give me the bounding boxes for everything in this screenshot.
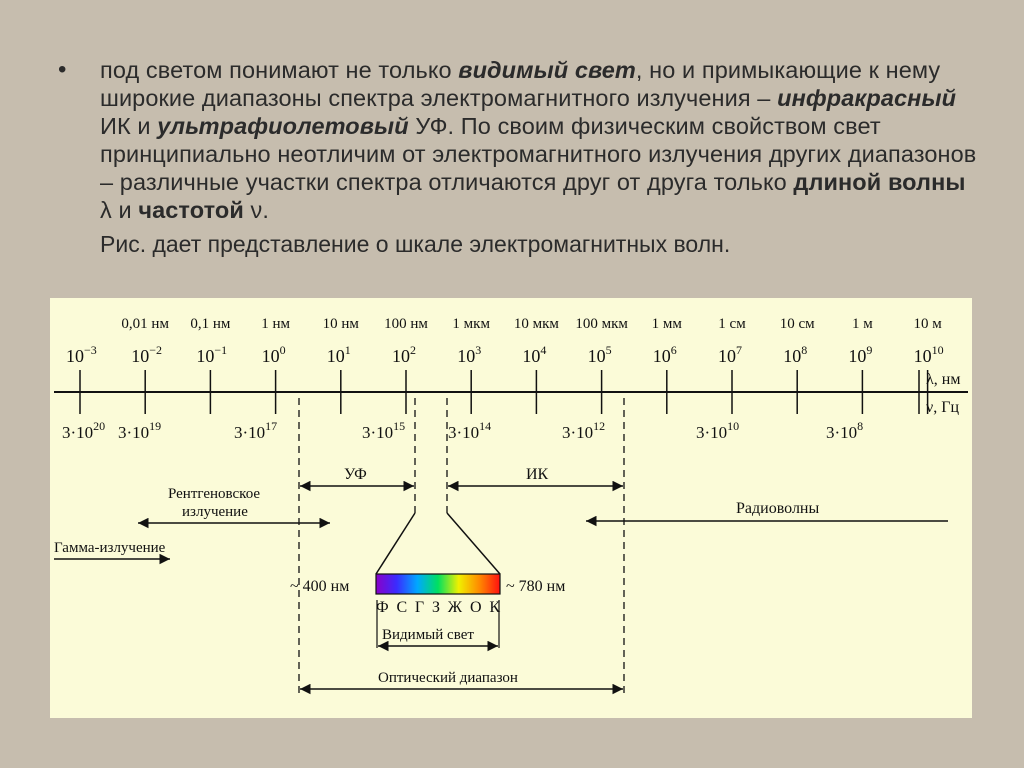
visible-funnel-left — [376, 513, 415, 574]
frequency-label — [62, 419, 105, 442]
power-exponent: −2 — [149, 343, 162, 357]
spectrum-scale-svg — [50, 298, 972, 718]
lambda-axis-label: λ, нм — [926, 371, 961, 388]
frequency-base: 3·10 — [234, 423, 266, 442]
paragraph-segment: λ и — [100, 197, 139, 223]
color-letters: Ф С Г З Ж О К — [376, 599, 500, 616]
paragraph-segment: , но и примыкающие к нему широкие диапазоны спектра электромагнитного излучения – — [100, 57, 941, 111]
paragraph-segment: ИК и — [100, 113, 158, 139]
wavelength-power-label — [457, 343, 481, 366]
power-exponent: 4 — [540, 343, 547, 357]
power-exponent: 3 — [475, 343, 482, 357]
power-base: 10 — [718, 346, 736, 366]
wavelength-unit-label: 10 см — [779, 316, 815, 332]
slide-text — [58, 56, 988, 258]
wavelength-unit-label: 1 м — [852, 316, 873, 332]
wavelength-power-label — [196, 343, 227, 366]
nm400-label: ~ 400 нм — [290, 578, 350, 595]
wavelength-power-label — [588, 343, 612, 366]
frequency-labels — [62, 419, 863, 442]
wavelength-power-label — [262, 343, 286, 366]
nm780-label: ~ 780 нм — [506, 578, 566, 595]
frequency-base: 3·10 — [62, 423, 94, 442]
paragraph-segment: инфракрасный — [777, 85, 957, 111]
frequency-exponent: 14 — [479, 419, 492, 433]
wavelength-unit-labels — [121, 316, 942, 332]
power-base: 10 — [913, 346, 932, 366]
wavelength-power-label — [522, 343, 546, 366]
power-base: 10 — [587, 346, 606, 366]
power-base: 10 — [131, 346, 150, 366]
power-base: 10 — [196, 346, 215, 366]
frequency-exponent: 17 — [265, 419, 278, 433]
paragraph-segment: под светом понимают не только — [100, 57, 459, 83]
power-exponent: −3 — [84, 343, 97, 357]
bullet-paragraph — [58, 56, 988, 224]
wavelength-unit-label: 10 нм — [322, 316, 359, 332]
wavelength-unit-label: 100 нм — [384, 316, 428, 332]
frequency-label — [562, 419, 605, 442]
power-exponent: 8 — [801, 343, 808, 357]
paragraph-segment: ультрафиолетовый — [157, 113, 409, 139]
wavelength-unit-label: 1 см — [718, 316, 746, 332]
power-base: 10 — [522, 346, 541, 366]
frequency-label — [234, 419, 277, 442]
power-base: 10 — [66, 346, 84, 366]
nu-axis-label: ν, Гц — [926, 399, 960, 416]
wavelength-power-label — [914, 343, 944, 366]
radio-label: Радиоволны — [736, 500, 820, 517]
wavelength-power-label — [783, 343, 807, 366]
paragraph-text — [100, 56, 980, 224]
wavelength-unit-label: 0,01 нм — [121, 316, 169, 332]
power-exponent: 5 — [605, 343, 612, 357]
visible-funnel-right — [447, 513, 500, 574]
wavelength-power-label — [66, 343, 97, 366]
wavelength-unit-label: 100 мкм — [575, 316, 628, 332]
power-base: 10 — [261, 346, 280, 366]
uv-label: УФ — [344, 466, 367, 483]
wavelength-unit-label: 10 мкм — [513, 316, 559, 332]
paragraph-segment: ν. — [243, 197, 270, 223]
visible-spectrum-bar — [376, 574, 500, 594]
paragraph-segment: частотой — [138, 197, 244, 223]
wavelength-power-label — [848, 343, 872, 366]
paragraph-segment: длиной волны — [793, 169, 966, 195]
frequency-label — [118, 419, 161, 442]
wavelength-power-label — [718, 343, 742, 366]
power-base: 10 — [652, 346, 671, 366]
figure-caption: Рис. дает представление о шкале электромагнитных волн. — [100, 231, 731, 257]
wavelength-power-labels — [66, 343, 944, 366]
power-base: 10 — [457, 346, 476, 366]
power-base: 10 — [326, 346, 345, 366]
frequency-exponent: 15 — [393, 419, 406, 433]
frequency-exponent: 12 — [593, 419, 606, 433]
frequency-base: 3·10 — [826, 423, 858, 442]
wavelength-unit-label: 10 м — [913, 316, 942, 332]
power-base: 10 — [848, 346, 867, 366]
frequency-exponent: 8 — [857, 419, 864, 433]
frequency-base: 3·10 — [696, 423, 728, 442]
em-spectrum-diagram — [50, 298, 972, 718]
frequency-base: 3·10 — [562, 423, 594, 442]
frequency-base: 3·10 — [362, 423, 394, 442]
power-exponent: 10 — [931, 343, 944, 357]
power-exponent: 1 — [344, 343, 351, 357]
frequency-exponent: 20 — [93, 419, 106, 433]
gamma-label: Гамма-излучение — [54, 540, 166, 556]
xray-label-line1: Рентгеновское — [168, 486, 261, 502]
power-base: 10 — [783, 346, 802, 366]
xray-label-line2: излучение — [182, 504, 248, 520]
paragraph-segment: УФ. По своим физическим свойством свет принципиально неотличим от электромагнитного излучения других диапазонов – различные участки спектра отличаются друг от друга только — [100, 113, 977, 195]
power-exponent: 7 — [736, 343, 742, 357]
frequency-label — [696, 419, 739, 442]
wavelength-unit-label: 1 мм — [651, 316, 682, 332]
optical-range-label: Оптический диапазон — [378, 670, 518, 686]
bullet-marker: • — [58, 56, 67, 83]
wavelength-unit-label: 1 нм — [261, 316, 290, 332]
frequency-label — [826, 419, 863, 442]
frequency-exponent: 19 — [149, 419, 162, 433]
power-base: 10 — [392, 346, 410, 366]
ir-label: ИК — [526, 466, 549, 483]
wavelength-power-label — [131, 343, 162, 366]
wavelength-power-label — [327, 343, 351, 366]
frequency-label — [362, 419, 405, 442]
power-exponent: 9 — [866, 343, 873, 357]
frequency-exponent: 10 — [727, 419, 740, 433]
power-exponent: −1 — [214, 343, 228, 357]
wavelength-unit-label: 0,1 нм — [190, 316, 231, 332]
wavelength-unit-label: 1 мкм — [452, 316, 490, 332]
paragraph-segment: видимый свет — [458, 57, 636, 83]
wavelength-power-label — [392, 343, 416, 366]
frequency-label — [448, 419, 491, 442]
power-exponent: 6 — [670, 343, 677, 357]
wavelength-power-label — [653, 343, 677, 366]
frequency-base: 3·10 — [118, 423, 150, 442]
visible-light-label: Видимый свет — [382, 627, 474, 643]
power-exponent: 0 — [279, 343, 286, 357]
power-exponent: 2 — [410, 343, 416, 357]
frequency-base: 3·10 — [448, 423, 480, 442]
